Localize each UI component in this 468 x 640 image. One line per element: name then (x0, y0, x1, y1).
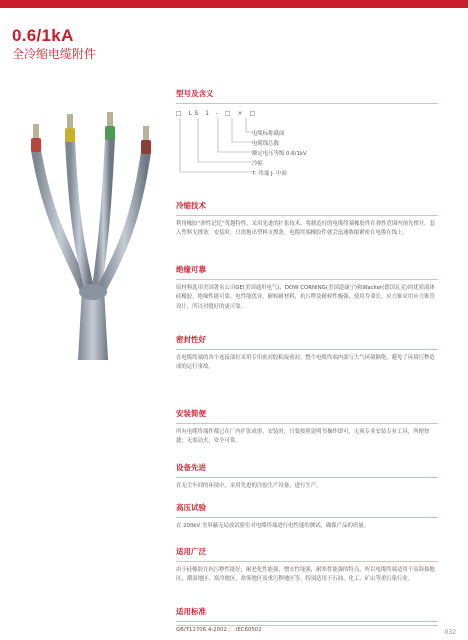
section-installation (176, 408, 438, 447)
page-number: 032 (444, 629, 456, 636)
section-model (176, 88, 438, 190)
section-divider (176, 621, 438, 622)
section-divider (176, 517, 438, 518)
footer-divider (176, 625, 438, 626)
section-text: 所有电缆终端件都已在厂内扩张成形，安装时，只要按照说明书操作即可，无须专业安装专业工具，所便快捷；无需动火，安全可靠。 (176, 429, 430, 445)
model-item: 电缆线芯数 (252, 141, 279, 147)
section-cold-shrink (176, 200, 438, 239)
model-leader-lines (176, 118, 256, 198)
section-sealing (176, 334, 438, 373)
cable-termination-illustration (18, 110, 168, 360)
section-title: 适用标准 (176, 607, 206, 616)
page-title: 0.6/1kA (12, 26, 74, 45)
model-code: □ LS 1 - □ × □ (176, 110, 258, 117)
model-item: 冷缩 (252, 161, 263, 167)
section-divider (176, 561, 438, 562)
section-title: 密封性好 (176, 335, 206, 344)
section-text: GB/T12706.4-2002 ； IEC60502 (176, 627, 262, 633)
section-standards (176, 606, 438, 635)
section-title: 绝缘可靠 (176, 265, 206, 274)
section-divider (176, 215, 438, 216)
section-divider (176, 423, 438, 424)
section-text: 在电缆终端的各个连接部位采用专用密封胶粘接密封，整个电缆终端内部与大气环境隔绝，避免了环境污秽造成的运行事故。 (176, 355, 435, 371)
section-equipment (176, 462, 438, 491)
section-title: 设备先进 (176, 463, 206, 472)
model-item: 电缆标称截面 (252, 131, 285, 137)
section-divider (176, 279, 438, 280)
section-title: 冷缩技术 (176, 201, 206, 210)
model-diagram (176, 110, 438, 190)
section-title: 安装简便 (176, 409, 206, 418)
header-accent-bar (0, 0, 468, 8)
model-item: 额定电压等级 0.6/1kV (252, 151, 307, 157)
page-header (0, 0, 468, 61)
model-item: T- 终端 J- 中间 (252, 171, 287, 177)
section-text: 原材料选用美国著名公司GE(美国通用电气)、DOW CORNING(美国道康宁)和Wacker(德国瓦克)的优质液体硅橡胶，绝缘性能可靠，电性能优异，耐候耐材料，抗污秽及耐候性极强，使用寿命长。应力锥采用应力锥管设计，所以对缝好的更可靠。 (176, 285, 435, 310)
section-text: 利用橡胶“弹性记忆”优越特性，采用先进的扩张技术，将制造好的电缆终端橡胶件在弹性范围内预先撑开，套入塑料支撑条。安装时，只需拖出塑料支撑条，电缆终端橡胶件就会迅速收缩紧密在电缆在线上。 (176, 221, 435, 237)
section-text: 在无尘车间的环境中，采用先进的注胶生产设备，进行生产。 (176, 483, 322, 489)
section-text: 在 200kV 全屏蔽无局放试验室对电缆终端进行电性能的测试，确保产品的质量。 (176, 523, 370, 529)
section-title: 型号及含义 (176, 89, 214, 98)
section-text: 由于硅橡胶在抗污秽性能好，耐老化性能强，憎水性能强，耐寒性能强的特点，所以电缆终端适用于高海拔地区、潮湿地区、寒冷地区、盐雾地区及重污秽地区等。特别适用于石油、化工、矿山等重污染行业。 (176, 567, 435, 583)
section-title: 适用广泛 (176, 547, 206, 556)
section-title: 高压试验 (176, 503, 206, 512)
section-divider (176, 103, 438, 104)
section-insulation (176, 264, 438, 312)
section-divider (176, 349, 438, 350)
section-divider (176, 477, 438, 478)
page-subtitle: 全冷缩电缆附件 (12, 47, 97, 61)
section-applicability (176, 546, 438, 585)
section-hv-test (176, 502, 438, 531)
